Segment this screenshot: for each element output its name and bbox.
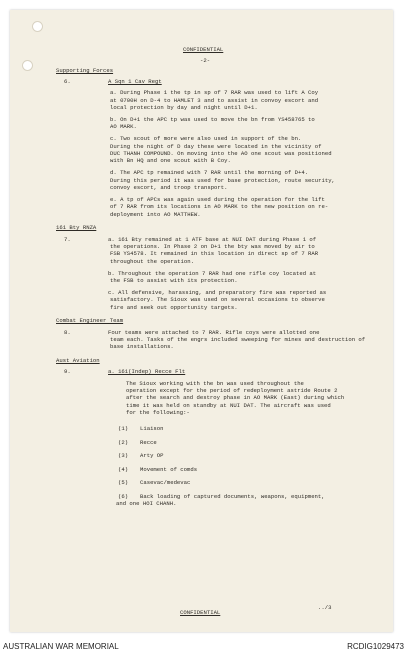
- paragraph-line: the operations. In Phase 2 on D+1 the bty was moved by air to: [110, 243, 315, 250]
- list-item: Casevac/medevac: [140, 479, 191, 486]
- list-number: (2): [118, 438, 129, 446]
- section-sub-heading: A Sqn 1 Cav Regt: [108, 78, 162, 86]
- paragraph-line: of 7 RAR from its locations in AO MARK to the new position on re-: [110, 203, 329, 211]
- list-continuation: and one HOI CHANH.: [116, 499, 177, 507]
- archive-name: AUSTRALIAN WAR MEMORIAL: [3, 642, 119, 651]
- paragraph-line: operation except for the period of redeployment astride Route 2: [126, 387, 338, 394]
- paragraph-line: convoy escort, and troop transport.: [110, 184, 228, 191]
- list-item: Recce: [140, 438, 157, 446]
- archive-footer: [0, 636, 408, 654]
- paragraph-line: team each. Tasks of the engrs included sweeping for mines and destruction of: [110, 336, 366, 343]
- list-item: Movement of comds: [140, 465, 198, 473]
- paragraph-line: d. The APC tp remained with 7 RAR until the morning of D+4.: [110, 169, 309, 177]
- list-number: (3): [118, 452, 129, 459]
- paragraph-line: at 0700H on D-4 to HAMLET 3 and to assist in convoy escort and: [110, 96, 319, 104]
- paragraph-line: During the night of D day these were located in the vicinity of: [110, 142, 322, 150]
- continuation-marker: ../3: [318, 604, 332, 611]
- list-number: (1): [118, 425, 129, 432]
- section-heading: Aust Aviation: [56, 357, 100, 365]
- list-number: (5): [118, 479, 129, 486]
- paragraph-line: for the following:-: [126, 409, 190, 417]
- page-number: -2-: [200, 57, 211, 64]
- paragraph-line: base installations.: [110, 343, 174, 351]
- paragraph-line: FSB YS4578. It remained in this location in direct sp of 7 RAR: [110, 250, 319, 258]
- paragraph-line: b. On D+1 the APC tp was used to move the bn from YS458765 to: [110, 116, 315, 123]
- section-number: 7.: [64, 235, 71, 243]
- classification-bottom: CONFIDENTIAL: [180, 609, 221, 616]
- paragraph-line: The Sioux working with the bn was used throughout the: [126, 379, 304, 387]
- paragraph-line: AO MARK.: [110, 123, 137, 131]
- punch-hole-bottom: [22, 60, 33, 71]
- paragraph-line: During this period it was used for base protection, route security,: [110, 176, 335, 184]
- paragraph-line: DUC THANH COMPOUND. On moving into the AO one scout was positioned: [110, 150, 332, 157]
- paragraph-line: c. All defensive, harassing, and preparatory fire was reported as: [108, 288, 327, 296]
- paragraph-line: deployment into AO MATTHEW.: [110, 210, 201, 218]
- section-heading: 161 Bty RNZA: [56, 224, 97, 232]
- paragraph-line: local protection by day and night until D+1.: [110, 104, 258, 112]
- paragraph-line: a. During Phase 1 the tp in sp of 7 RAR was used to lift A Coy: [110, 89, 319, 97]
- paragraph-line: a. 161 Bty remained at 1 ATF base at NUI DAT during Phase 1 of: [108, 235, 317, 243]
- section-number: 8.: [64, 328, 71, 336]
- list-item: Arty OP: [140, 452, 164, 459]
- paragraph-line: after the search and destroy phase in AO MARK (East) during which: [126, 394, 345, 402]
- section-sub-heading: a. 161(Indep) Recce Flt: [108, 368, 186, 376]
- list-number: (6): [118, 492, 129, 500]
- paragraph-line: satisfactory. The Sioux was used on several occasions to observe: [110, 296, 325, 304]
- paragraph-line: fire and seek out opportunity targets.: [110, 303, 238, 311]
- paragraph-line: time it was held on standby at NUI DAT. The aircraft was used: [126, 401, 331, 409]
- paragraph-line: e. A tp of APCs was again used during the operation for the lift: [110, 195, 325, 203]
- paragraph-line: the FSB to assist with its protection.: [110, 277, 238, 284]
- section-number: 6.: [64, 78, 71, 86]
- paragraph-line: b. Throughout the operation 7 RAR had one rifle coy located at: [108, 269, 317, 277]
- paragraph-line: c. Two scout of more were also used in support of the bn.: [110, 135, 302, 143]
- list-item: Liaison: [140, 425, 164, 432]
- classification-top: CONFIDENTIAL: [183, 46, 224, 53]
- section-number: 9.: [64, 368, 71, 376]
- punch-hole-top: [32, 21, 43, 32]
- list-number: (4): [118, 465, 129, 473]
- paragraph-line: throughout the operation.: [110, 257, 194, 265]
- section-heading: Combat Engineer Team: [56, 317, 124, 325]
- archive-id: RCDIG1029473: [347, 642, 404, 651]
- paragraph-line: Four teams were attached to 7 RAR. Rifle coys were allotted one: [108, 328, 320, 336]
- list-item: Back loading of captured documents, weapons, equipment,: [140, 492, 325, 500]
- section-heading: Supporting Forces: [56, 67, 114, 74]
- paragraph-line: with Bn HQ and one scout with B Coy.: [110, 157, 231, 165]
